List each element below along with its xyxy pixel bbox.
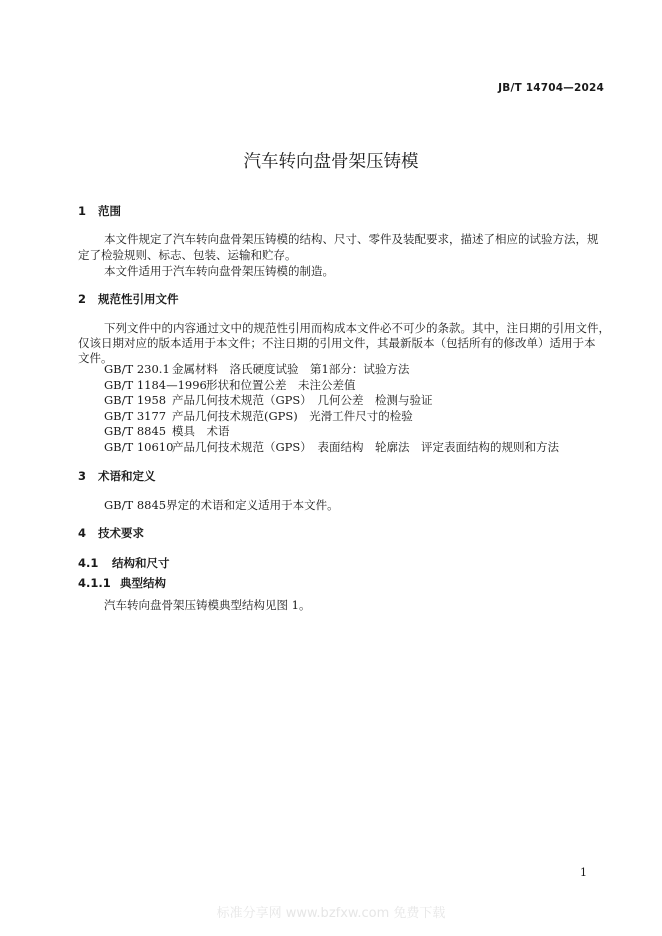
- section-title: 典型结构: [120, 576, 166, 590]
- section-title: 技术要求: [98, 526, 144, 540]
- section-number: 4.1.1: [78, 576, 111, 590]
- paragraph-line: 仅该日期对应的版本适用于本文件；不注日期的引用文件，其最新版本（包括所有的修改单）适用于本: [78, 336, 596, 350]
- reference-title: 产品几何技术规范（GPS） 几何公差 检测与验证: [172, 393, 433, 407]
- reference-item: [104, 424, 559, 440]
- reference-item: [104, 409, 559, 425]
- section-title: 结构和尺寸: [112, 556, 170, 570]
- section-number: 1: [78, 204, 87, 218]
- section-number: 4.1: [78, 556, 99, 570]
- reference-title: 金属材料 洛氏硬度试验 第1部分：试验方法: [172, 362, 410, 376]
- normative-references-list: [104, 362, 559, 455]
- section-2-heading: [78, 291, 179, 307]
- reference-item: [104, 378, 559, 394]
- section-title: 规范性引用文件: [98, 292, 179, 306]
- reference-title: 产品几何技术规范(GPS) 光滑工件尺寸的检验: [172, 408, 413, 423]
- reference-item: [104, 440, 559, 456]
- reference-code: GB/T 10610: [104, 439, 174, 454]
- reference-code: GB/T 1184—1996: [104, 377, 207, 392]
- section-1-heading: [78, 203, 121, 219]
- paragraph: GB/T 8845界定的术语和定义适用于本文件。: [104, 498, 339, 512]
- reference-title: 模具 术语: [172, 424, 230, 438]
- reference-code: GB/T 230.1: [104, 362, 170, 376]
- section-number: 3: [78, 469, 87, 483]
- reference-title: 形状和位置公差 未注公差值: [206, 377, 356, 392]
- subsection-4-1-1-heading: [78, 575, 166, 591]
- section-title: 范围: [98, 204, 121, 218]
- reference-item: [104, 362, 559, 378]
- reference-code: GB/T 3177: [104, 408, 167, 423]
- paragraph-line: 本文件规定了汽车转向盘骨架压铸模的结构、尺寸、零件及装配要求，描述了相应的试验方法，规: [104, 232, 599, 246]
- subsection-4-1-heading: [78, 555, 170, 571]
- paragraph: 汽车转向盘骨架压铸模典型结构见图 1。: [104, 598, 311, 612]
- reference-title: 产品几何技术规范（GPS） 表面结构 轮廓法 评定表面结构的规则和方法: [172, 439, 560, 454]
- footer-watermark: 标准分享网 www.bzfxw.com 免费下载: [216, 906, 446, 921]
- page-number: 1: [580, 866, 587, 879]
- section-number: 2: [78, 292, 87, 306]
- reference-code: GB/T 8845: [104, 424, 167, 438]
- section-4-heading: [78, 525, 144, 541]
- section-title: 术语和定义: [98, 469, 156, 483]
- reference-code: GB/T 1958: [104, 393, 167, 407]
- paragraph-line: 下列文件中的内容通过文中的规范性引用而构成本文件必不可少的条款。其中，注日期的引用文件，: [104, 321, 610, 335]
- paragraph-line: 定了检验规则、标志、包装、运输和贮存。: [78, 248, 297, 262]
- paragraph: 本文件适用于汽车转向盘骨架压铸模的制造。: [104, 264, 334, 278]
- reference-item: [104, 393, 559, 409]
- paragraph-line: 文件。: [78, 351, 113, 365]
- section-3-heading: [78, 468, 156, 484]
- standard-code: JB/T 14704—2024: [498, 82, 604, 94]
- section-number: 4: [78, 526, 87, 540]
- document-title: 汽车转向盘骨架压铸模: [243, 152, 419, 172]
